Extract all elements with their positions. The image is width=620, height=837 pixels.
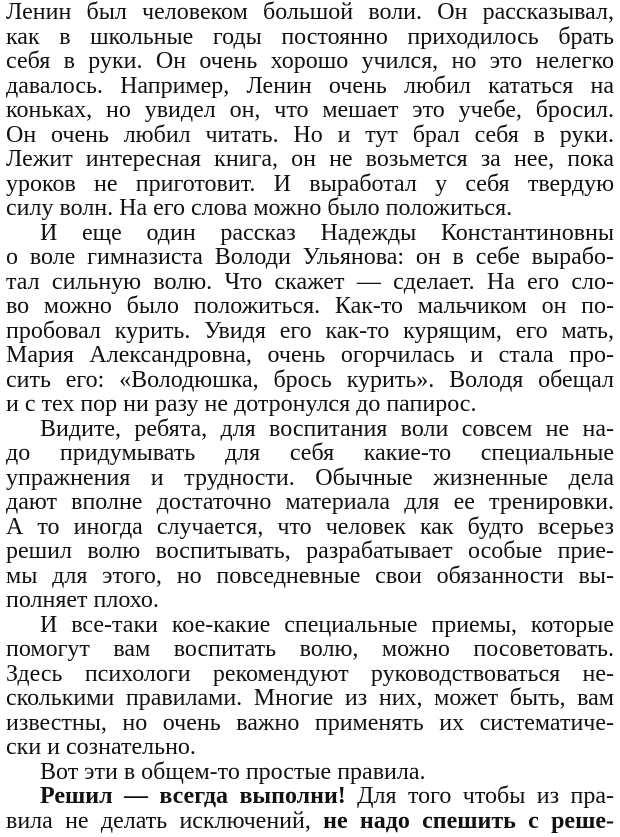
text-fragment: Для того чтобы из пра-: [345, 784, 614, 809]
text-line: А то иногда случается, что человек как будто всерьез: [6, 514, 614, 539]
text-line: ски и сознательно.: [6, 735, 196, 760]
text-line: Ленин был человеком большой воли. Он рассказывал,: [6, 0, 614, 25]
text-line: давалось. Например, Ленин очень любил кататься на: [6, 73, 614, 98]
bold-phrase: не надо спешить с реше-: [323, 808, 614, 833]
text-line: и с тех пор ни разу не дотронулся до папирос.: [6, 392, 477, 417]
text-line: Он очень любил читать. Но и тут брал себя в руки.: [6, 122, 614, 147]
text-line: Мария Александровна, очень огорчилась и стала про-: [6, 343, 614, 368]
text-line: помогут вам воспитать волю, можно посоветовать.: [6, 637, 614, 662]
text-line: о воле гимназиста Володи Ульянова: он в себе вырабо-: [6, 245, 614, 270]
text-line: тал сильную волю. Что скажет — сделает. На его сло-: [6, 269, 614, 294]
text-line: во можно было положиться. Как-то мальчиком он по-: [6, 294, 614, 319]
text-line: полняет плохо.: [6, 588, 159, 613]
text-line: И все-таки кое-какие специальные приемы, которые: [40, 612, 614, 637]
text-line: себя в руки. Он очень хорошо учился, но это нелегко: [6, 49, 614, 74]
text-line: мы для этого, но повседневные свои обязанности вы-: [6, 563, 614, 588]
text-fragment: вила не делать исключений,: [6, 808, 324, 833]
text-line: Лежит интересная книга, он не возьмется за нее, пока: [6, 147, 614, 172]
text-line: сить его: «Володюшка, брось курить». Володя обещал: [6, 367, 614, 392]
text-line: И еще один рассказ Надежды Константиновны: [40, 220, 614, 245]
text-line: как в школьные годы постоянно приходилось брать: [6, 24, 614, 49]
text-line: [40, 784, 614, 809]
rule-heading: Решил — всегда выполни!: [40, 784, 346, 809]
text-line: уроков не приготовит. И выработал у себя твердую: [6, 171, 614, 196]
text-line: дают вполне достаточно материала для ее тренировки.: [6, 490, 614, 515]
text-line: Здесь психологи рекомендуют руководствоваться не-: [6, 661, 614, 686]
text-line: сколькими правилами. Многие из них, может быть, вам: [6, 686, 614, 711]
text-line: до придумывать для себя какие-то специальные: [6, 441, 614, 466]
text-line: упражнения и трудности. Обычные жизненные дела: [6, 465, 614, 490]
text-line: силу волн. На его слова можно было положиться.: [6, 196, 513, 221]
text-line: Видите, ребята, для воспитания воли совсем не на-: [40, 416, 614, 441]
text-line: пробовал курить. Увидя его как-то курящим, его мать,: [6, 318, 614, 343]
text-line: известны, но очень важно применять их систематиче-: [6, 710, 614, 735]
text-line: [6, 809, 614, 834]
text-line: Вот эти в общем-то простые правила.: [40, 759, 426, 784]
text-line: коньках, но увидел он, что мешает это учебе, бросил.: [6, 98, 614, 123]
text-line: решил волю воспитывать, разрабатывает особые прие-: [6, 539, 614, 564]
